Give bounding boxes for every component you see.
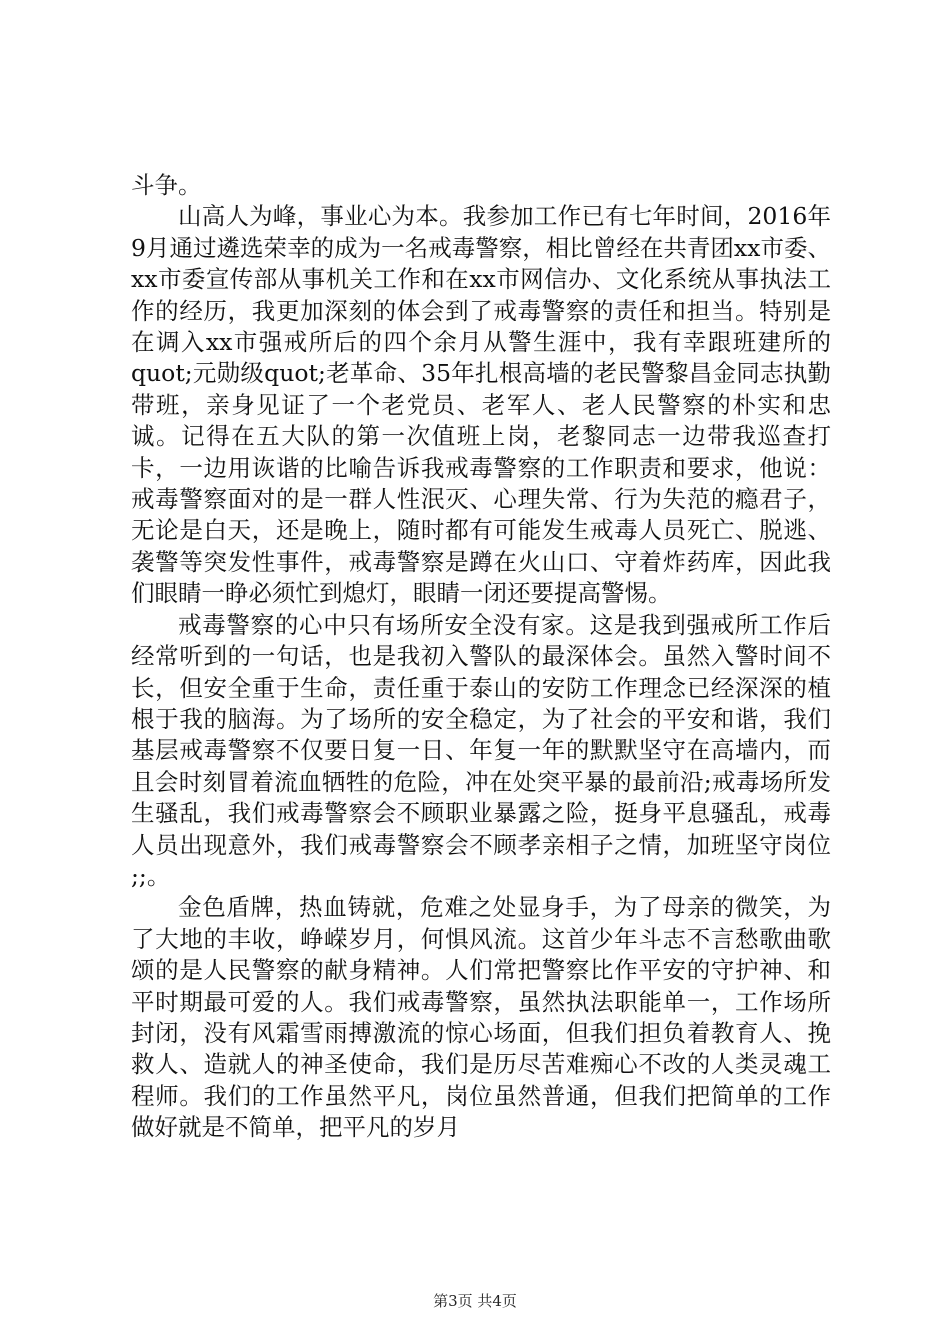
- document-body: [131, 170, 831, 1144]
- page-number-footer: 第3页 共4页: [433, 1292, 517, 1310]
- paragraph-continuation: 斗争。: [131, 171, 202, 199]
- paragraph-career: 山高人为峰，事业心为本。我参加工作已有七年时间，2016年9月通过遴选荣幸的成为一名戒毒警察，相比曾经在共青团xx市委、xx市委宣传部从事机关工作和在xx市网信办、文化系统从事执法工作的经历，我更加深刻的体会到了戒毒警察的责任和担当。特别是在调入xx市强戒所后的四个余月从警生涯中，我有幸跟班建所的quot;元勋级quot;老革命、35年扎根高墙的老民警黎昌金同志执勤带班，亲身见证了一个老党员、老军人、老人民警察的朴实和忠诚。记得在五大队的第一次值班上岗，老黎同志一边带我巡查打卡，一边用诙谐的比喻告诉我戒毒警察的工作职责和要求，他说：戒毒警察面对的是一群人性泯灭、心理失常、行为失范的瘾君子，无论是白天，还是晚上，随时都有可能发生戒毒人员死亡、脱逃、袭警等突发性事件，戒毒警察是蹲在火山口、守着炸药库，因此我们眼睛一睁必须忙到熄灯，眼睛一闭还要提高警惕。: [131, 202, 831, 608]
- paragraph-golden-shield: 金色盾牌，热血铸就，危难之处显身手，为了母亲的微笑，为了大地的丰收，峥嵘岁月，何惧风流。这首少年斗志不言愁歌曲歌颂的是人民警察的献身精神。人们常把警察比作平安的守护神、和平时期最可爱的人。我们戒毒警察，虽然执法职能单一，工作场所封闭，没有风霜雪雨搏激流的惊心场面，但我们担负着教育人、挽救人、造就人的神圣使命，我们是历尽苦难痴心不改的人类灵魂工程师。我们的工作虽然平凡，岗位虽然普通，但我们把简单的工作做好就是不简单，把平凡的岁月: [131, 893, 831, 1142]
- paragraph-safety: 戒毒警察的心中只有场所安全没有家。这是我到强戒所工作后经常听到的一句话，也是我初入警队的最深体会。虽然入警时间不长，但安全重于生命，责任重于泰山的安防工作理念已经深深的植根于我的脑海。为了场所的安全稳定，为了社会的平安和谐，我们基层戒毒警察不仅要日复一日、年复一年的默默坚守在高墙内，而且会时刻冒着流血牺牲的危险，冲在处突平暴的最前沿;戒毒场所发生骚乱，我们戒毒警察会不顾职业暴露之险，挺身平息骚乱，戒毒人员出现意外，我们戒毒警察会不顾孝亲相子之情，加班坚守岗位 ;;。: [131, 610, 831, 890]
